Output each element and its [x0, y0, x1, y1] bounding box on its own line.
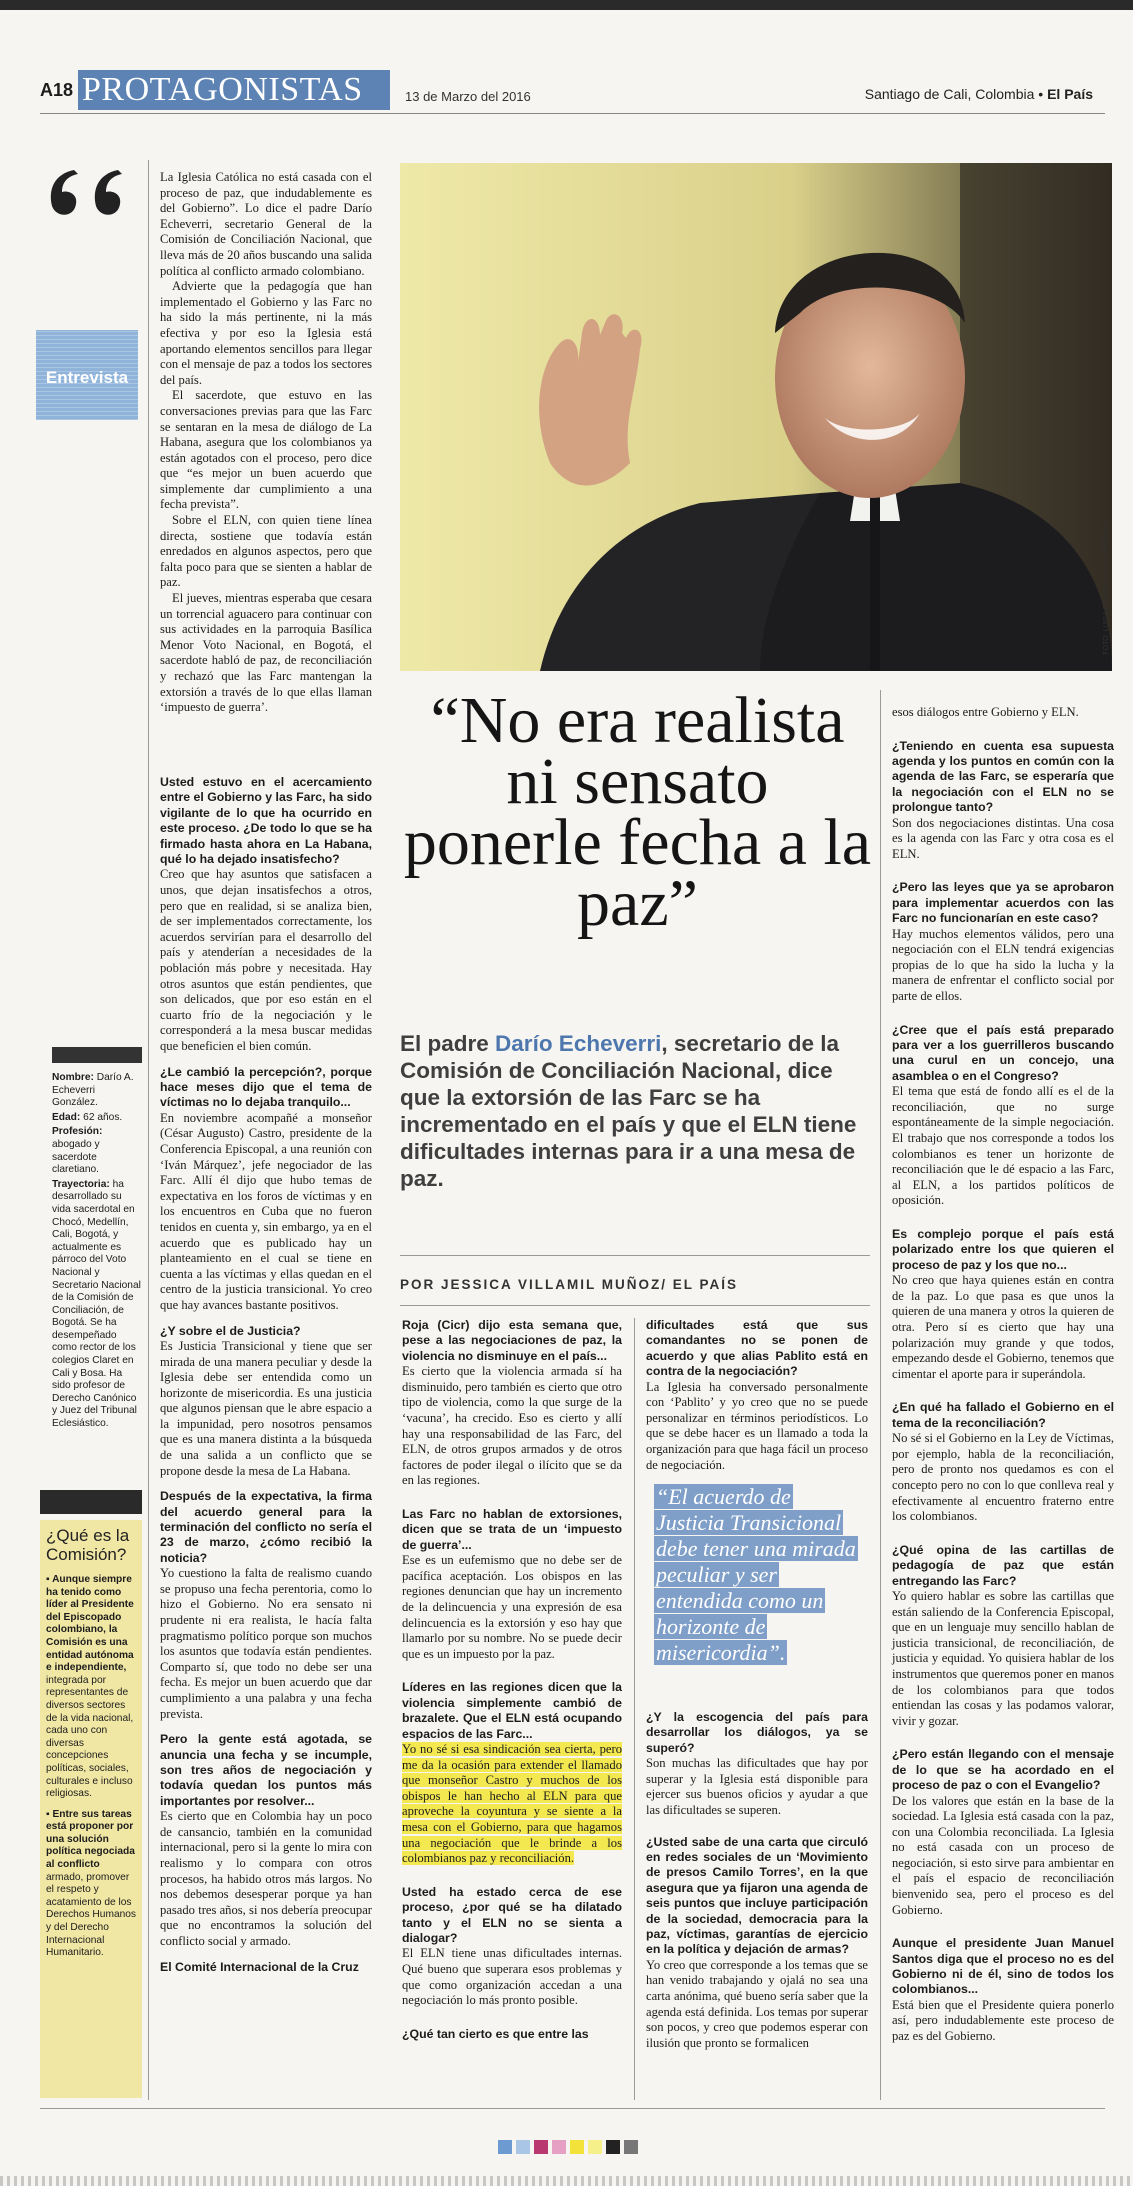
comision-bold: Entre sus tareas está proponer por una solución política negociada al conflicto	[46, 1808, 135, 1871]
answer: La Iglesia ha conversado personalmente con ‘Pablito’ y yo creo que no se puede personalizar en términos periodísticos. Lo que se debe hacer es un llamado a toda la organización para que haga fácil un proceso de negociación.	[646, 1379, 868, 1472]
answer: En noviembre acompañé a monseñor (César Augusto) Castro, presidente de la Conferencia Episcopal, a una reunión con ‘Iván Márquez’, jefe negociador de las Farc. Allí él dijo que hubo temas de expectativa en los foros de víctimas y en los encuentros en Cuba que no fueron tenidos en cuenta y, sin embargo, ya en el acuerdo que es publicado hay un planteamiento en el cual se tiene en cuenta a las víctimas y ellas quedan en el centro de la justicia transicional. Yo creo que hay avances bastante positivos.	[160, 1110, 372, 1312]
question: Líderes en las regiones dicen que la violencia simplemente cambió de brazalete. Que el ELN está ocupando espacios de las Farc...	[402, 1680, 622, 1741]
comision-header-bar	[40, 1490, 142, 1514]
pull-quote	[646, 1478, 868, 1694]
question: ¿Qué tan cierto es que entre las	[402, 2026, 589, 2041]
answer: Yo quiero hablar es sobre las cartillas que están saliendo de la Conferencia Episcopal, que en un lenguaje muy sencillo hablan de justicia transicional, de reconciliación, de justicia y equidad. Yo quisiera hablar de los instrumentos que queremos poner en manos de los colombianos para que todos entiendan las cosas y las podamos valorar, vivir y gozar.	[892, 1588, 1114, 1728]
footer-rule	[40, 2108, 1105, 2109]
profile-label: Trayectoria:	[52, 1178, 110, 1190]
question: ¿Y sobre el de Justicia?	[160, 1323, 301, 1338]
answer: No sé si el Gobierno en la Ley de Víctimas, por ejemplo, habla de la reconciliación, pero de pronto nos quedamos es con el concepto pero no con lo que conlleva real y efectivamente al encuentro fraterno entre los colombianos.	[892, 1431, 1114, 1524]
profile-value: abogado y sacerdote claretiano.	[52, 1138, 100, 1176]
question: ¿Cree que el país está preparado para ver a los guerrilleros buscando una curul en un concejo, una asamblea o en el Congreso?	[892, 1022, 1114, 1083]
profile-value: 62 años.	[83, 1111, 123, 1123]
answer: Es cierto que la violencia armada sí ha disminuido, pero también es cierto que otro tipo de violencia, como la que surge de la ‘vacuna’, ha crecido. Eso es cierto y allí hay una responsabilidad de las Farc, del ELN, de otros grupos armados y de otros factores de poder ilegal o ilícito que se da en las regiones.	[402, 1364, 622, 1488]
top-edge-strip	[0, 0, 1133, 10]
byline: POR JESSICA VILLAMIL MUÑOZ/ EL PAÍS	[400, 1277, 739, 1292]
question: ¿Le cambió la percepción?, porque hace meses dijo que el tema de víctimas no lo dejaba tranquilo...	[160, 1064, 372, 1110]
profile-header-bar	[52, 1047, 142, 1063]
question: Las Farc no hablan de extorsiones, dicen que se trata de un ‘impuesto de guerra’...	[402, 1506, 622, 1552]
question: ¿Qué opina de las cartillas de pedagogía de paz que están entregando las Farc?	[892, 1542, 1114, 1588]
highlighted-answer: Yo no sé si esa sindicación sea cierta, pero me da la ocasión para extender el llamado que monseñor Castro y muchos de los obispos le han hecho al ELN para que aproveche la coyuntura y se siente a la mesa con el Gobierno, para que hagamos una negociación que le brinde a los colombianos paz y reconciliación.	[402, 1741, 622, 1866]
column-3-qa	[646, 1318, 868, 1473]
question: ¿Usted sabe de una carta que circuló en redes sociales de un ‘Movimiento de presos Camilo Torres’, en la que asegura que ya fijaron una agenda de seis puntos que incluye participación de la sociedad, democracia para la paz, víctimas, garantías de ejercicio en la política y dejación de armas?	[646, 1834, 868, 1957]
question: ¿Teniendo en cuenta esa supuesta agenda y los puntos en común con la agenda de las Farc, se esperaría que la negociación con el ELN no se prolongue tanto?	[892, 738, 1114, 815]
question: Usted estuvo en el acercamiento entre el Gobierno y las Farc, ha sido vigilante de lo que ha ocurrido en este proceso. ¿De todo lo que se ha firmado hasta ahora en La Habana, qué lo ha dejado insatisfecho?	[160, 775, 372, 867]
subhead-text: El padre	[400, 1031, 496, 1056]
color-swatch	[498, 2140, 512, 2154]
answer: El tema que está de fondo allí es el de la reconciliación, que no surge espontáneamente de la simple negociación. El trabajo que nos corresponde a todos los colombianos es tener un horizonte de reconciliación que le dé espacio a las Farc, al ELN, a los partidos políticos de oposición.	[892, 1084, 1114, 1208]
answer: Es cierto que en Colombia hay un poco de cansancio, también en la comunidad internacional, pero si la gente lo mira con realismo y lo compara con otros procesos, ha habido otros más largos. No nos debemos desesperar porque ya han pasado tres años, si nos debería preocupar que no encontramos la solución del conflicto social y armado.	[160, 1809, 372, 1948]
headline: “No era realista ni sensato ponerle fecha a la paz”	[403, 684, 872, 940]
comision-box: ¿Qué es la Comisión? ▪ Aunque siempre ha tenido como líder al Presidente del Episcopado colombiano, la Comisión es una entidad autónoma e independiente, integrada por representantes de diversos sectores de la vida nacional, cada uno con diversas concepciones políticas, sociales, culturales e incluso religiosas. ▪ Entre sus tareas está proponer por una solución política negociada al conflicto armado, promover el respeto y acatamiento de los Derechos Humanos y del Derecho Internacional Humanitario.	[40, 1520, 142, 2098]
subhead-text: , secretario de la Comisión de Conciliación Nacional, dice que la extorsión de las Farc se ha incrementado en el país y que el ELN tiene dificultades internas para ir a una mesa de paz.	[400, 1031, 857, 1191]
question: ¿En qué ha fallado el Gobierno en el tema de la reconciliación?	[892, 1400, 1114, 1430]
profile-value: ha desarrollado su vida sacerdotal en Chocó, Medellín, Cali, Bogotá, y actualmente es párroco del Voto Nacional y Secretario Nacional de la Comisión de Conciliación, de Bogotá. Se ha desempeñado como rector de los colegios Claret en Cali y Bosa. Ha sido profesor de Derecho Canónico y Juez del Tribunal Eclesiástico.	[52, 1178, 141, 1430]
answer: Ese es un eufemismo que no debe ser de pacífica aceptación. Los obispos en las regiones denuncian que hay un incremento de la delincuencia y una expresión de esa delincuencia es la extorsión y eso hay que llamarlo por su nombre. No se puede decir que es un impuesto por la paz.	[402, 1553, 622, 1661]
header-location-line: Santiago de Cali, Colombia • El País	[864, 86, 1093, 102]
color-swatch	[570, 2140, 584, 2154]
column-rule	[634, 1318, 635, 2100]
intro-paragraph: El sacerdote, que estuvo en las conversaciones previas para que las Farc se sentaran en la mesa de diálogo de La Habana, asegura que los colombianos ya están agotados con el proceso, pero dice que “es mejor un buen acuerdo que simplemente dar cumplimiento a una fecha prevista”.	[160, 388, 372, 512]
section-tag: Entrevista	[45, 368, 129, 387]
color-swatch	[588, 2140, 602, 2154]
column-rule	[880, 690, 881, 2100]
question: ¿Pero las leyes que ya se aprobaron para implementar acuerdos con las Farc no funcionarían en este caso?	[892, 880, 1114, 926]
profile-value: Darío A. Echeverri González.	[52, 1072, 134, 1109]
intro-paragraph: El jueves, mientras esperaba que cesara un torrencial aguacero para continuar con sus actividades en la parroquia Basílica Menor Voto Nacional, en Bogotá, el sacerdote habló de paz, de reconciliación y rechazó que las Farc mantengan la extorsión a través de lo que ellas llaman ‘impuesto de guerra’.	[160, 591, 372, 715]
color-swatch	[606, 2140, 620, 2154]
column-3-qa-cont	[646, 1710, 868, 2051]
answer: Yo creo que corresponde a los temas que se han venido trabajando y ojalá no sea una carta anónima, qué bueno sería saber que la agenda está definida. Los temas por superar son pocos, y creo que podemos esperar con ilusión que pronto se formalicen	[646, 1957, 868, 2050]
portrait-photo	[400, 163, 1112, 671]
comision-text: armado, promover el respeto y acatamiento de los Derechos Humanos y del Derecho Internacional Humanitario.	[46, 1871, 137, 1959]
page-number: A18	[40, 80, 74, 100]
section-title: PROTAGONISTAS	[82, 71, 363, 108]
comision-title: ¿Qué es la Comisión?	[46, 1526, 130, 1564]
intro-paragraph: Advierte que la pedagogía que han implementado el Gobierno y las Farc no ha sido la más pertinente, ni la más efectiva y por eso la Iglesia está aportando elementos sencillos para llegar con el mensaje de paz a todos los sectores del país.	[160, 279, 372, 387]
comision-text: integrada por representantes de diversos sectores de la vida nacional, cada uno con diversas concepciones políticas, sociales, culturales e incluso religiosas.	[46, 1674, 134, 1800]
column-rule	[148, 160, 149, 2100]
bottom-edge-strip	[0, 2176, 1133, 2186]
issue-date: 13 de Marzo del 2016	[405, 89, 531, 104]
profile-box	[52, 1072, 142, 1431]
answer: No creo que haya quienes están en contra de la paz. Lo que pasa es que unos la quieren de una manera y otros la quieren de otra. Pero sí es cierto que hay una polarización muy grande y que todos, empezando desde el Gobierno, tenemos que cimentar el aporte para ir superándola.	[892, 1273, 1114, 1381]
intro-paragraph: La Iglesia Católica no está casada con el proceso de paz, que indudablemente es del Gobierno”. Lo dice el padre Darío Echeverri, secretario General de la Comisión de Conciliación Nacional, que lleva más de 20 años buscando una salida política al conflicto armado colombiano.	[160, 170, 372, 278]
intro-paragraph: Sobre el ELN, con quien tiene línea directa, sostiene que todavía están enredados en algunos aspectos, pero que falta poco para que se sienten a hablar de paz.	[160, 513, 372, 590]
answer: Creo que hay asuntos que satisfacen a unos, que dejan insatisfechos a otros, pero que en realidad, si se analiza bien, de ser implementados correctamente, los acuerdos servirían para el desarrollo del país y atenderían a necesidades de la población más pobre y necesitada. Hay otros asuntos que están pendientes, que son delicados, que por eso están en el cuarto frío de la negociación y le corresponderá a la mesa buscar medidas que beneficien el bien común.	[160, 867, 372, 1053]
question: El Comité Internacional de la Cruz	[160, 1959, 359, 1974]
profile-label: Nombre:	[52, 1072, 94, 1083]
answer: Son dos negociaciones distintas. Una cosa es la agenda con las Farc y otra cosa es el ELN.	[892, 815, 1114, 861]
question: Es complejo porque el país está polarizado entre los que quieren el proceso de paz y los que no...	[892, 1226, 1114, 1272]
answer: De los valores que están en la base de la sociedad. La Iglesia está casada con la paz, con una Colombia reconciliada. La Iglesia no está casada con un proceso de negociación, si esto sirve para ambientar en el país el espacio de reconciliación bienvenido sea, pero el proceso es del Gobierno.	[892, 1793, 1114, 1917]
question: Pero la gente está agotada, se anuncia una fecha y se incumple, son tres años de negociación y todavía quedan los puntos más importantes por resolver...	[160, 1732, 372, 1808]
header-rule	[40, 113, 1105, 114]
byline-rule	[400, 1305, 870, 1306]
color-swatch	[534, 2140, 548, 2154]
profile-label: Profesión:	[52, 1126, 103, 1138]
subhead	[400, 1030, 870, 1192]
subhead-name: Darío Echeverri	[495, 1031, 662, 1056]
pull-quote-text: “El acuerdo de Justicia Transicional debe tener una mirada peculiar y ser entendida como un horizonte de misericordia”.	[656, 1484, 856, 1665]
column-2-qa	[402, 1318, 622, 2042]
answer: Está bien que el Presidente quiera ponerlo así, pero indudablemente este proceso de paz es del Gobierno.	[892, 1997, 1114, 2044]
color-swatch	[552, 2140, 566, 2154]
answer: esos diálogos entre Gobierno y ELN.	[892, 705, 1079, 719]
brand-name: El País	[1047, 86, 1093, 102]
quote-mark-icon	[44, 160, 140, 240]
photo-credit: FOTO: LUISA GONZÁLEZ / COLPRENSA	[1103, 523, 1110, 655]
column-4-qa	[892, 705, 1114, 2045]
color-swatch	[516, 2140, 530, 2154]
question: Usted ha estado cerca de ese proceso, ¿por qué se ha dilatado tanto y el ELN no se sienta a dialogar?	[402, 1884, 622, 1945]
question: Aunque el presidente Juan Manuel Santos diga que el proceso no es del Gobierno ni de él, sino de todos los colombianos...	[892, 1936, 1114, 1997]
answer: Son muchas las dificultades que hay por superar y la Iglesia está disponible para ejercer sus buenos oficios y ayudar a que las dificultades se superen.	[646, 1756, 868, 1817]
answer: Hay muchos elementos válidos, pero una negociación con el ELN tendrá exigencias propias de lo que ha sido la lucha y la manera de enfrentar el conflicto social por parte de ellos.	[892, 926, 1114, 1003]
color-swatch	[624, 2140, 638, 2154]
question: Después de la expectativa, la firma del acuerdo general para la terminación del conflicto no sería el 23 de marzo, ¿cómo recibió la noticia?	[160, 1489, 372, 1565]
profile-label: Edad:	[52, 1111, 81, 1123]
intro-text	[160, 170, 372, 716]
answer: Es Justicia Transicional y tiene que ser mirada de una manera peculiar y desde la Iglesia debe ser entendida como un horizonte de misericordia. Es una justicia que algunos piensan que le abre espacio a la impunidad, pero nosotros pensamos que es una manera distinta a la búsqueda de una salida a un conflicto que se propone desde la mesa de La Habana.	[160, 1338, 372, 1478]
question: dificultades está que sus comandantes no se ponen de acuerdo y que alias Pablito está en contra de la negociación?	[646, 1318, 868, 1379]
question: ¿Y la escogencia del país para desarrollar los diálogos, ya se superó?	[646, 1710, 868, 1755]
byline-rule	[400, 1255, 870, 1256]
location: Santiago de Cali, Colombia	[864, 86, 1035, 102]
comision-bold: Aunque siempre ha tenido como líder al Presidente del Episcopado colombiano, la Comisión es una entidad autónoma e independiente,	[46, 1574, 134, 1674]
question: ¿Pero están llegando con el mensaje de lo que se ha acordado en el proceso de paz o con el Evangelio?	[892, 1747, 1114, 1793]
answer: El ELN tiene unas dificultades internas. Qué bueno que superara esos problemas y que como organización accedan a una negociación lo más pronto posible.	[402, 1946, 622, 2008]
section-banner	[78, 70, 390, 110]
section-tag-box	[36, 330, 138, 420]
answer: Yo cuestiono la falta de realismo cuando se propuso una fecha perentoria, como lo hizo el Gobierno. No era sensato ni prudente ni era realista, le hacía falta pragmatismo político porque son muchos los asuntos que todavía están pendientes. Comparto sí, que todo no debe ser una fecha. Es mejor un buen acuerdo que dar cumplimiento a una palabra y una fecha prevista.	[160, 1566, 372, 1721]
column-1-qa	[160, 775, 372, 1975]
question: Roja (Cicr) dijo esta semana que, pese a las negociaciones de paz, la violencia no disminuye en el país...	[402, 1318, 622, 1363]
color-registration-strip	[498, 2140, 638, 2154]
